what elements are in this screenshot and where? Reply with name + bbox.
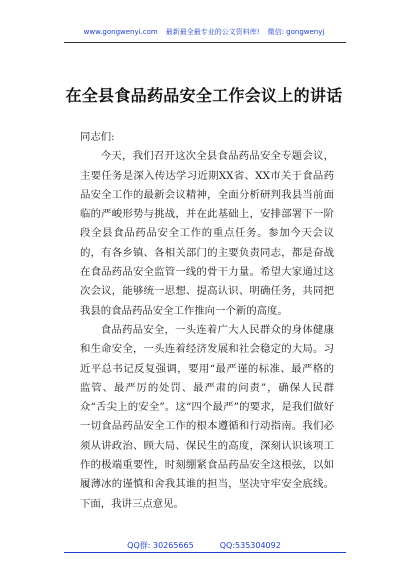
document-title: 在全县食品药品安全工作会议上的讲话 — [65, 86, 343, 105]
footer-qq: QQ:535304092 — [219, 541, 281, 550]
salutation: 同志们: — [80, 131, 115, 143]
document-body — [80, 128, 334, 514]
site-link[interactable]: www.gongwenyi.com — [83, 28, 158, 36]
header-slogan: 最新最全最专业的公文资料库! — [165, 28, 260, 36]
footer-qq-group: QQ群: 30265665 — [127, 541, 194, 550]
body-paragraph: 今天，我们召开这次全县食品药品安全专题会议，主要任务是深入传达学习近期XX省、XX市关于食品药品安全工作的最新会议精神，全面分析研判我县当前面临的严峻形势与挑战，并在此基础上，安排部署下一阶段全县食品药品安全工作的重点任务。参加今天会议的，有各乡镇、各相关部门的主要负责同志，都是奋战在食品药品安全监管一线的骨干力量。希望大家通过这次会议，能够统一思想、提高认识、明确任务，共同把我县的食品药品安全工作推向一个新的高度。 — [80, 150, 334, 317]
footer-divider — [64, 552, 346, 553]
header-divider — [64, 42, 346, 43]
header-banner — [0, 27, 408, 37]
footer-contact — [0, 540, 408, 551]
header-wechat: 微信: gongwenyj — [267, 28, 325, 36]
body-paragraph: 食品药品安全，一头连着广大人民群众的身体健康和生命安全，一头连着经济发展和社会稳定的大局。习近平总书记反复强调，要用“最严谨的标准、最严格的监管、最严厉的处罚、最严肃的问责”，确保人民群众“舌尖上的安全”。这“四个最严”的要求，是我们做好一切食品药品安全工作的根本遵循和行动指南。我们必须从讲政治、顾大局、保民生的高度，深刻认识该项工作的极端重要性，时刻绷紧食品药品安全这根弦，以如履薄冰的谨慎和舍我其谁的担当，坚决守牢安全底线。下面，我讲三点意见。 — [80, 323, 334, 510]
